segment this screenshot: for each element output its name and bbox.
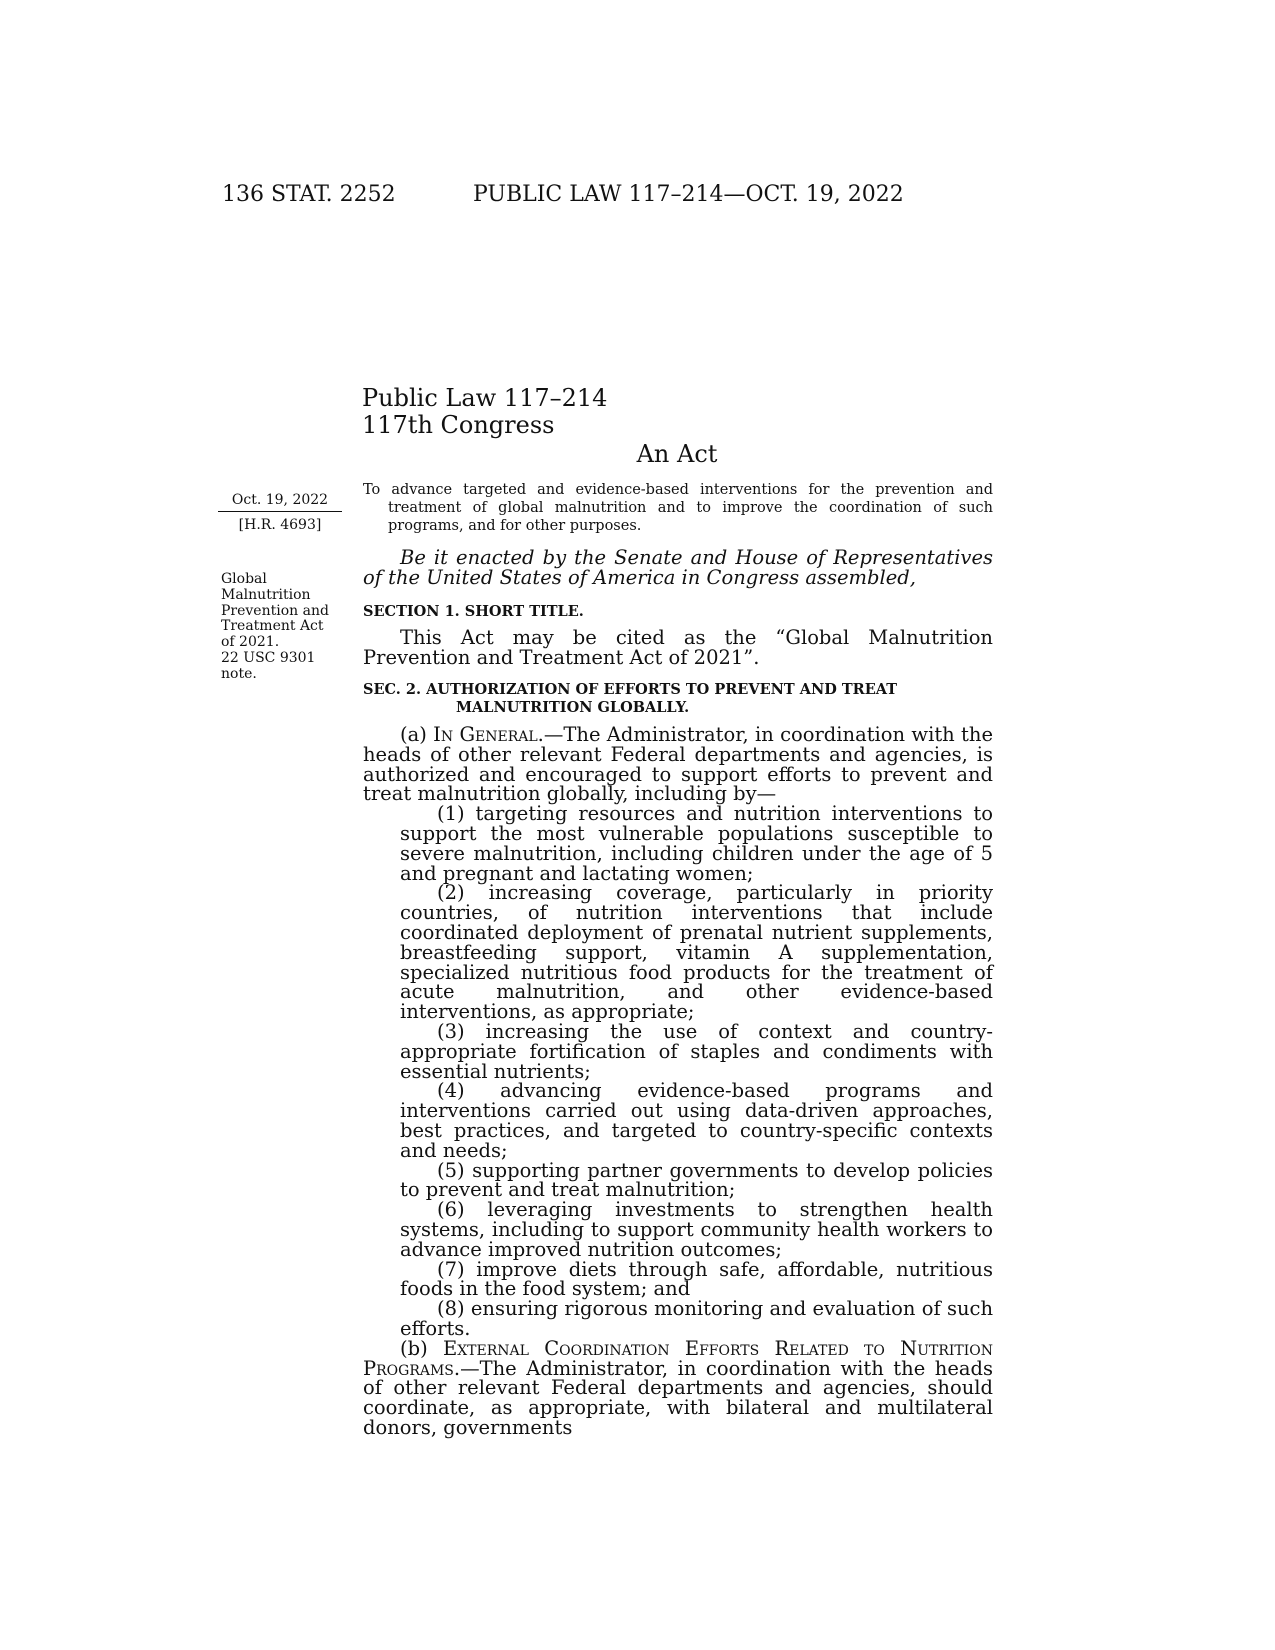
margin-note-line: Treatment Act — [221, 618, 324, 635]
section-2-heading — [363, 681, 993, 717]
list-item: (1) targeting resources and nutrition interventions to support the most vulnerable populations susceptible to severe malnutrition, including children under the age of 5 and pregnant and lactating women; — [400, 802, 993, 885]
margin-note-line: of 2021. — [221, 634, 280, 651]
margin-note-line: Global — [221, 571, 267, 587]
section-2-body — [363, 725, 993, 1438]
subsection-b-label: (b) — [400, 1336, 428, 1360]
short-title-text: This Act may be cited as the “Global Malnutrition Prevention and Treatment Act of 2021”. — [363, 626, 993, 669]
section-2-title: AUTHORIZATION OF EFFORTS TO PREVENT AND TREAT MALNUTRITION GLOBALLY. — [426, 681, 897, 716]
act-heading: An Act — [636, 440, 718, 468]
subsection-a-list — [363, 804, 993, 1339]
list-item: (6) leveraging investments to strengthen health systems, including to support community health workers to advance improved nutrition outcomes; — [400, 1198, 993, 1261]
list-item: (2) increasing coverage, particularly in priority countries, of nutrition interventions that include coordinated deployment of prenatal nutrient supplements, breastfeeding support, vitamin A supplementation, specialized nutritious food products for the treatment of acute malnutrition, and other evidence-based interventions, as appropriate; — [400, 881, 993, 1024]
public-law-block — [362, 385, 607, 439]
subsection-a-text: —The Administrator, in coordination with the heads of other relevant Federal departments and agencies, is authorized and encouraged to support efforts to prevent and treat malnutrition globally, including by— — [363, 723, 993, 806]
running-header — [0, 180, 1275, 210]
list-item: (4) advancing evidence-based programs and interventions carried out using data-driven approaches, best practices, and targeted to country-specific contexts and needs; — [400, 1079, 993, 1162]
congress-number: 117th Congress — [362, 411, 555, 439]
bill-number: [H.R. 4693] — [238, 517, 322, 533]
list-item: (3) increasing the use of context and country-appropriate fortification of staples and condiments with essential nutrients; — [400, 1019, 993, 1083]
statute-page-number: 136 STAT. 2252 — [222, 182, 396, 207]
margin-note-line: 22 USC 9301 — [221, 649, 316, 666]
margin-note-line: Prevention and — [221, 602, 329, 619]
margin-note — [221, 572, 341, 683]
section-1-body — [363, 628, 993, 668]
act-purpose: To advance targeted and evidence-based interventions for the prevention and treatment of global malnutrition and to improve the coordination of such programs, and for other purposes. — [363, 482, 993, 534]
margin-note-line: note. — [221, 665, 257, 682]
subsection-a — [363, 725, 993, 804]
enactment-date: Oct. 19, 2022 — [218, 490, 342, 512]
section-1-heading: SECTION 1. SHORT TITLE. — [363, 603, 584, 620]
enacting-clause: Be it enacted by the Senate and House of Representatives of the United States of America in Congress assembled, — [363, 546, 993, 589]
list-item: (8) ensuring rigorous monitoring and evaluation of such efforts. — [400, 1297, 993, 1340]
section-2-label: SEC. 2. — [363, 681, 422, 698]
margin-note-line: Malnutrition — [221, 586, 311, 603]
subsection-b-text: —The Administrator, in coordination with the heads of other relevant Federal departments and agencies, should coordinate, as appropriate, with bilateral and multilateral donors, governments — [363, 1356, 993, 1439]
subsection-b — [363, 1336, 994, 1439]
subsection-b-title: External Coordination Efforts Related to Nutrition Programs. — [363, 1336, 994, 1380]
subsection-a-title: In General. — [433, 723, 544, 746]
subsection-a-label: (a) — [400, 723, 427, 746]
public-law-number: Public Law 117–214 — [362, 384, 608, 412]
list-item: (7) improve diets through safe, affordable, nutritious foods in the food system; and — [400, 1257, 993, 1301]
running-title: PUBLIC LAW 117–214—OCT. 19, 2022 — [473, 182, 904, 207]
list-item: (5) supporting partner governments to develop policies to prevent and treat malnutrition; — [400, 1158, 993, 1202]
margin-date-block — [218, 490, 342, 535]
